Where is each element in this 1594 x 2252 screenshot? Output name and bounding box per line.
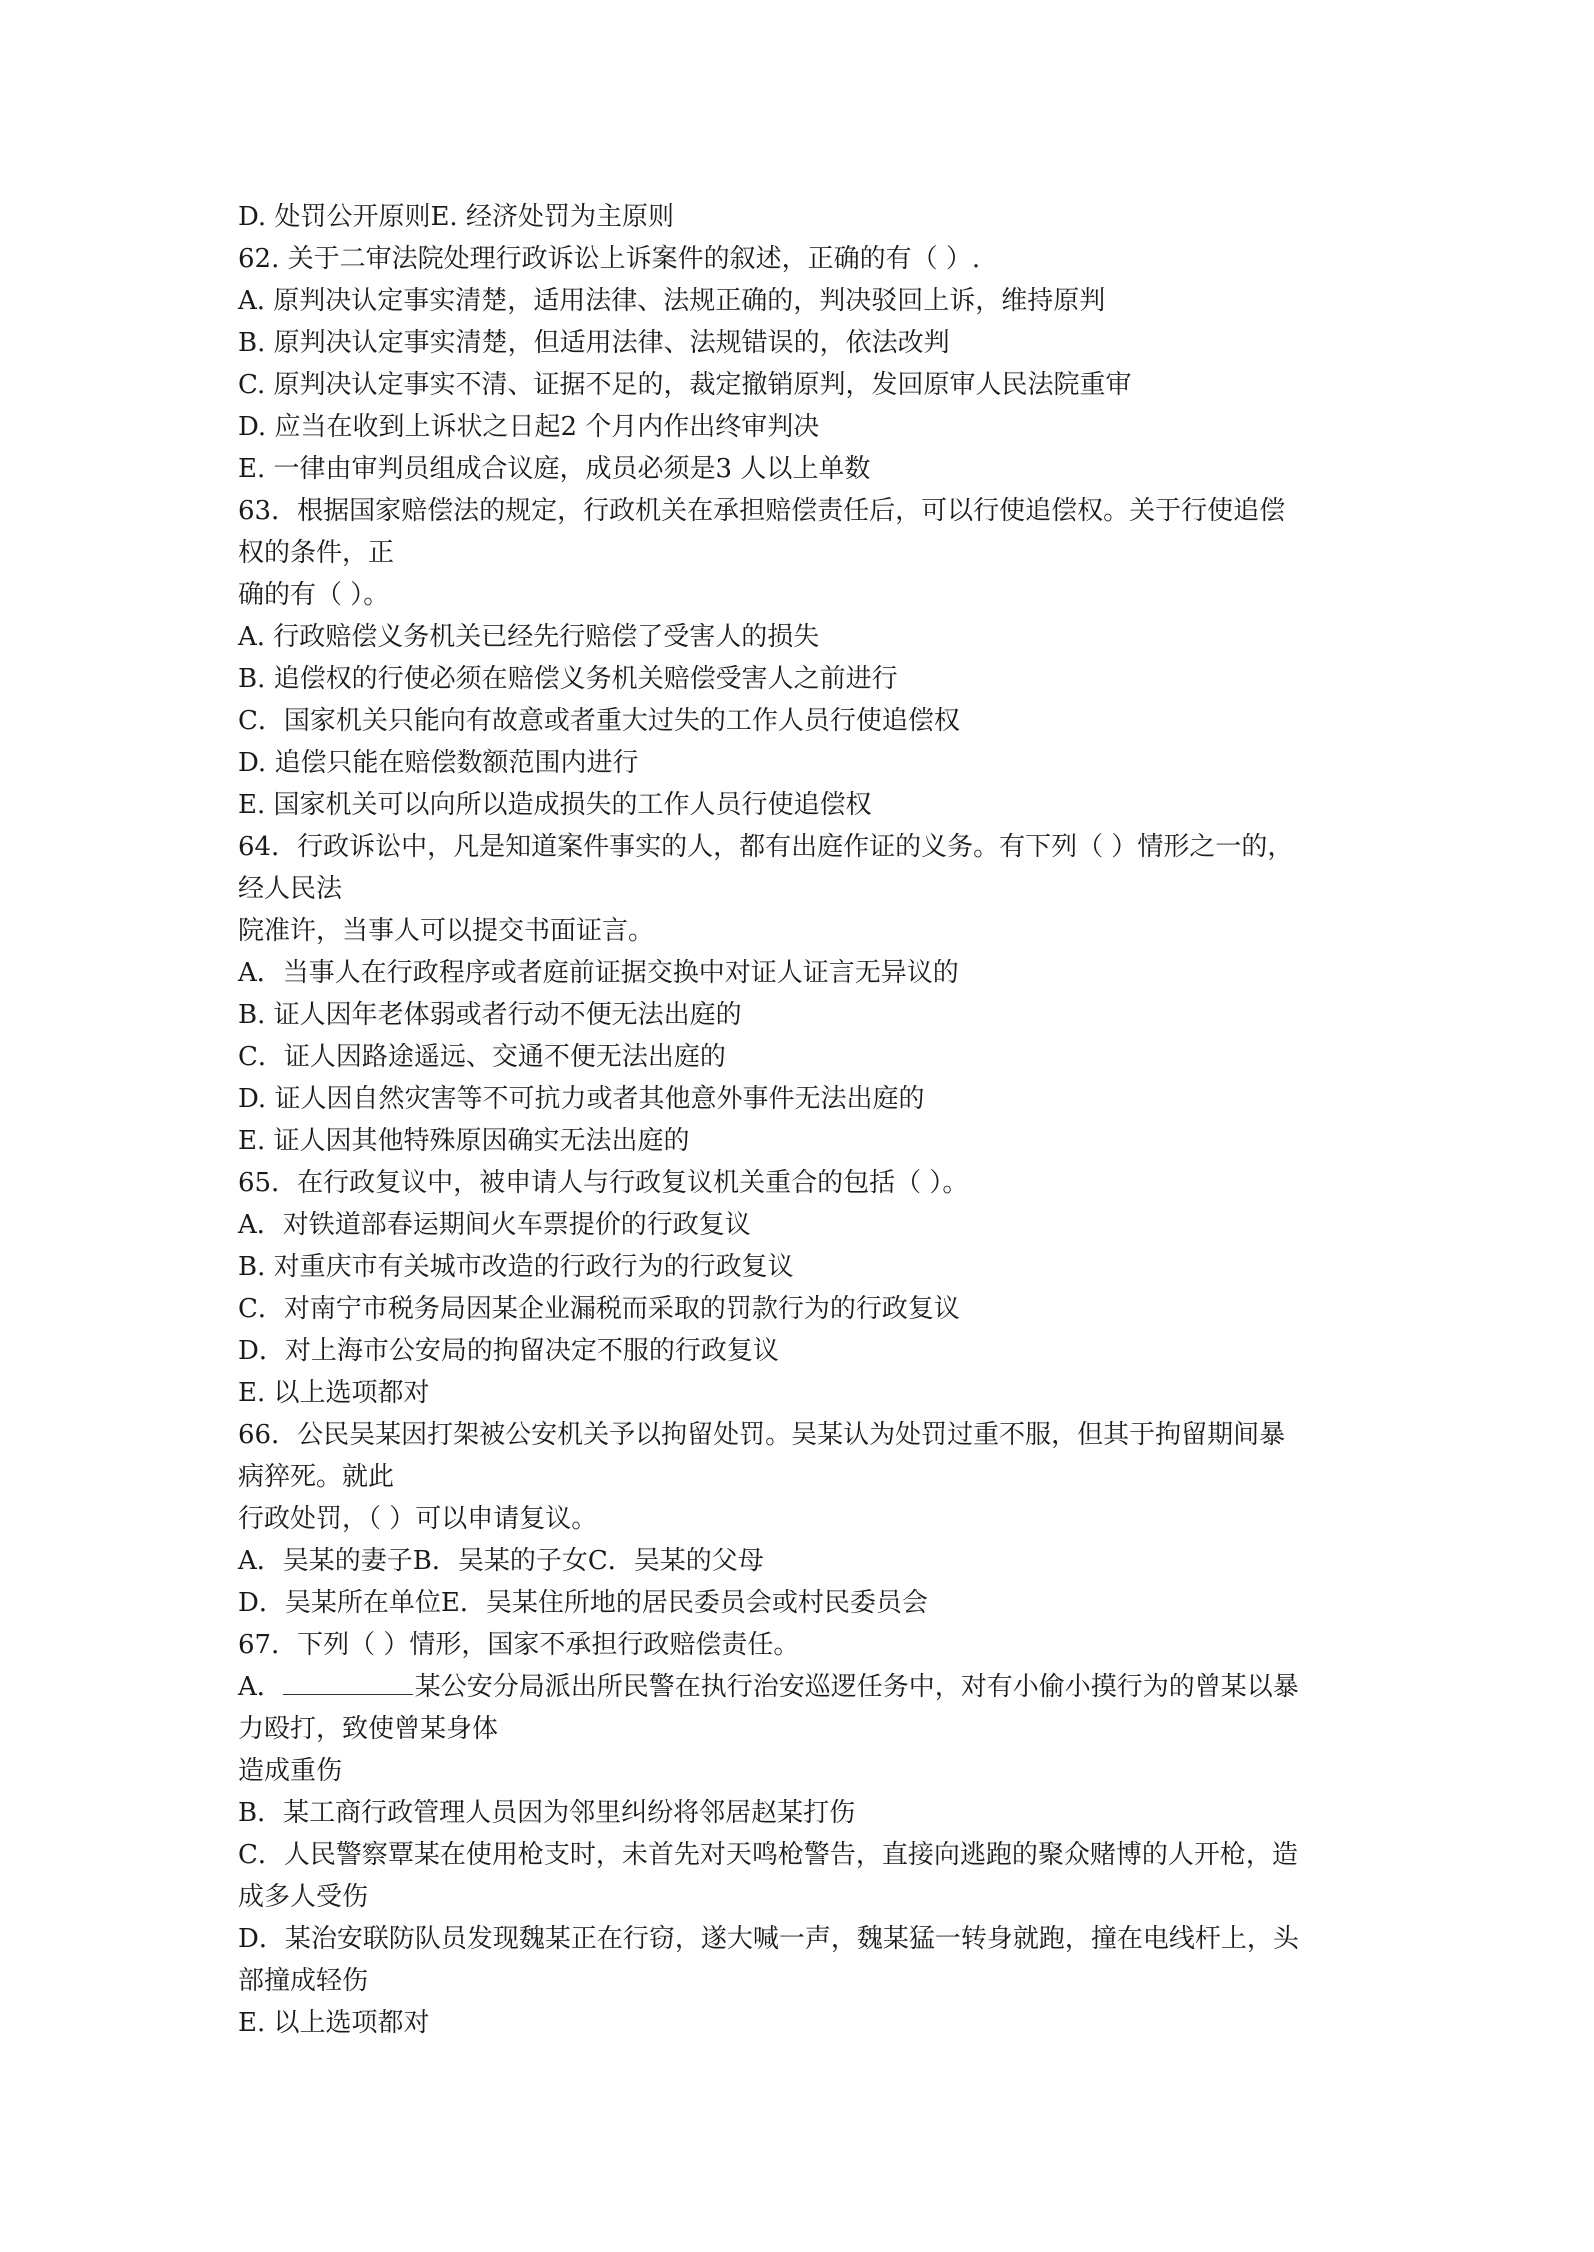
option-line: A．对铁道部春运期间火车票提价的行政复议 — [238, 1210, 751, 1240]
option-line: D．对上海市公安局的拘留决定不服的行政复议 — [238, 1336, 779, 1366]
text-line: D. 处罚公开原则E. 经济处罚为主原则 — [238, 202, 674, 232]
question-62-stem: 62. 关于二审法院处理行政诉讼上诉案件的叙述，正确的有（ ）. — [238, 244, 981, 274]
option-line: 部撞成轻伤 — [238, 1966, 369, 1996]
option-line: C．人民警察覃某在使用枪支时，未首先对天鸣枪警告，直接向逃跑的聚众赌博的人开枪，造 — [238, 1840, 1298, 1870]
option-line: A．当事人在行政程序或者庭前证据交换中对证人证言无异议的 — [238, 958, 959, 988]
question-66-stem-cont: 病猝死。就此 — [238, 1462, 395, 1492]
option-line: A．吴某的妻子B．吴某的子女C．吴某的父母 — [238, 1546, 764, 1576]
option-line: 造成重伤 — [238, 1756, 343, 1786]
option-line: C．国家机关只能向有故意或者重大过失的工作人员行使追偿权 — [238, 706, 960, 736]
option-line: C. 原判决认定事实不清、证据不足的，裁定撤销原判，发回原审人民法院重审 — [238, 370, 1132, 400]
option-a-prefix: A． — [238, 1672, 283, 1702]
question-67-option-a — [238, 1666, 1358, 1708]
question-64-stem-cont: 院准许，当事人可以提交书面证言。 — [238, 916, 655, 946]
option-line: E. 国家机关可以向所以造成损失的工作人员行使追偿权 — [238, 790, 872, 820]
option-line: 成多人受伤 — [238, 1882, 369, 1912]
question-66-stem-cont: 行政处罚，（ ）可以申请复议。 — [238, 1504, 598, 1534]
option-line: B. 证人因年老体弱或者行动不便无法出庭的 — [238, 1000, 742, 1030]
option-line: B. 原判决认定事实清楚，但适用法律、法规错误的，依法改判 — [238, 328, 950, 358]
option-line: E. 以上选项都对 — [238, 1378, 430, 1408]
option-line: B．某工商行政管理人员因为邻里纠纷将邻居赵某打伤 — [238, 1798, 856, 1828]
option-line: C．对南宁市税务局因某企业漏税而采取的罚款行为的行政复议 — [238, 1294, 960, 1324]
option-line: 力殴打，致使曾某身体 — [238, 1714, 499, 1744]
fill-blank — [283, 1668, 413, 1695]
question-63-stem-cont: 确的有（ ）。 — [238, 580, 390, 610]
option-line: B. 对重庆市有关城市改造的行政行为的行政复议 — [238, 1252, 794, 1282]
option-line: B. 追偿权的行使必须在赔偿义务机关赔偿受害人之前进行 — [238, 664, 898, 694]
question-64-stem-cont: 经人民法 — [238, 874, 343, 904]
option-line: C．证人因路途遥远、交通不便无法出庭的 — [238, 1042, 726, 1072]
option-line: E. 以上选项都对 — [238, 2008, 430, 2038]
option-line: A. 行政赔偿义务机关已经先行赔偿了受害人的损失 — [238, 622, 820, 652]
option-line: E. 一律由审判员组成合议庭，成员必须是3 人以上单数 — [238, 454, 871, 484]
question-65-stem: 65．在行政复议中，被申请人与行政复议机关重合的包括（ ）。 — [238, 1168, 969, 1198]
option-line: D．吴某所在单位E．吴某住所地的居民委员会或村民委员会 — [238, 1588, 928, 1618]
option-line: A. 原判决认定事实清楚，适用法律、法规正确的，判决驳回上诉，维持原判 — [238, 286, 1106, 316]
question-67-stem: 67．下列（ ）情形，国家不承担行政赔偿责任。 — [238, 1630, 800, 1660]
option-line: D．某治安联防队员发现魏某正在行窃，遂大喊一声，魏某猛一转身就跑，撞在电线杆上，头 — [238, 1924, 1299, 1954]
option-a-text: 某公安分局派出所民警在执行治安巡逻任务中，对有小偷小摸行为的曾某以暴 — [414, 1672, 1299, 1702]
question-64-stem: 64．行政诉讼中，凡是知道案件事实的人，都有出庭作证的义务。有下列（ ）情形之一的， — [238, 832, 1294, 862]
question-66-stem: 66．公民吴某因打架被公安机关予以拘留处罚。吴某认为处罚过重不服，但其于拘留期间暴 — [238, 1420, 1286, 1450]
option-line: D. 应当在收到上诉状之日起2 个月内作出终审判决 — [238, 412, 820, 442]
page-content — [238, 196, 1358, 2044]
option-line: E. 证人因其他特殊原因确实无法出庭的 — [238, 1126, 690, 1156]
option-line: D. 证人因自然灾害等不可抗力或者其他意外事件无法出庭的 — [238, 1084, 925, 1114]
option-line: D. 追偿只能在赔偿数额范围内进行 — [238, 748, 639, 778]
question-63-stem-cont: 权的条件，正 — [238, 538, 395, 568]
question-63-stem: 63．根据国家赔偿法的规定，行政机关在承担赔偿责任后，可以行使追偿权。关于行使追偿 — [238, 496, 1286, 526]
